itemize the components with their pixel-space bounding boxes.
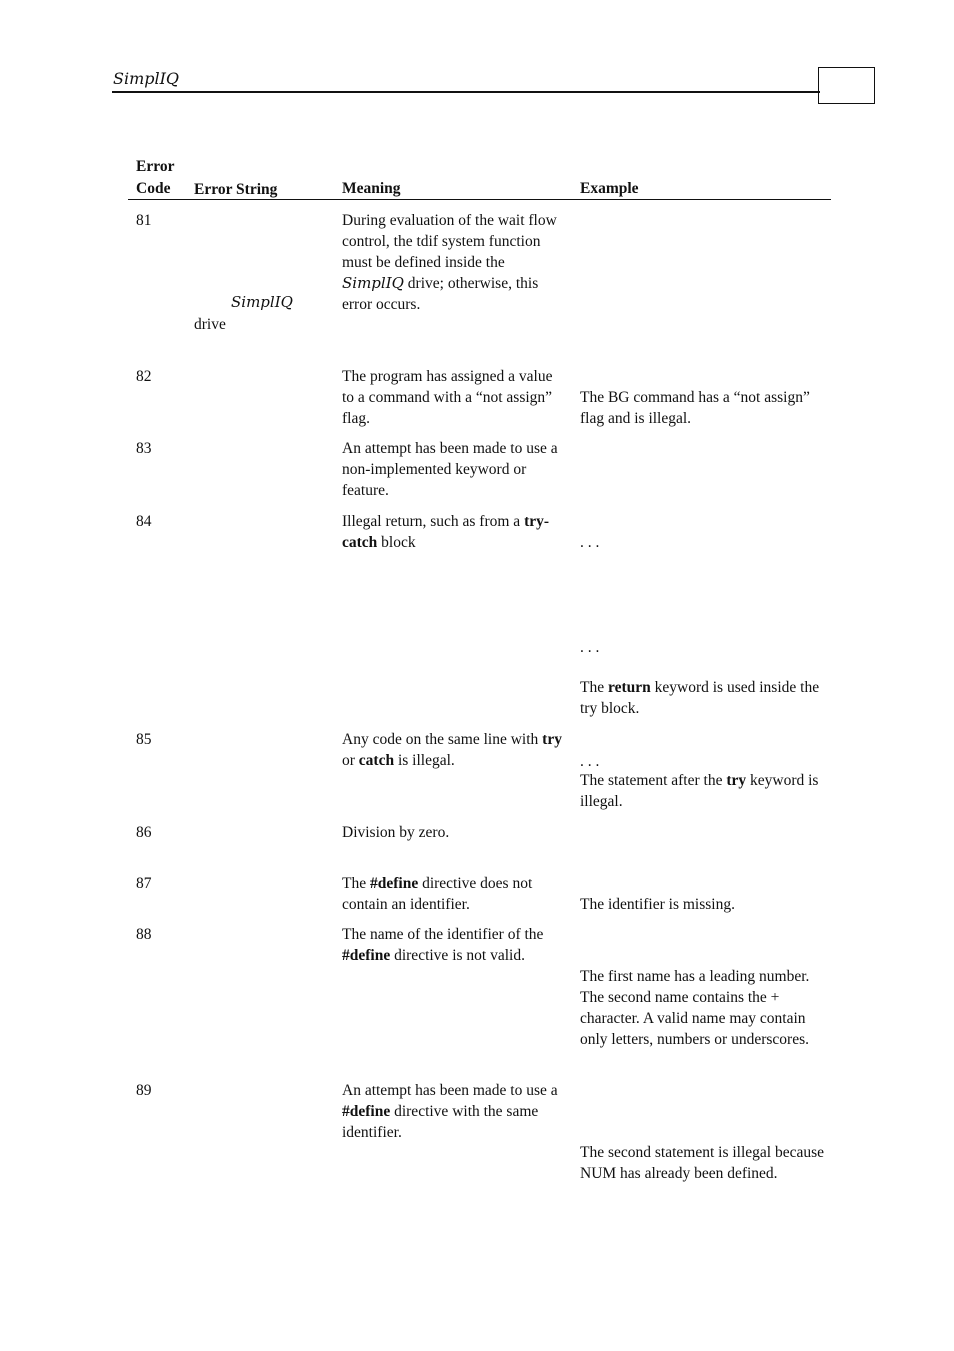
page-number-box xyxy=(818,67,875,104)
meaning-81-part2: drive; otherwise, this error occurs. xyxy=(342,275,539,313)
meaning-86: Division by zero. xyxy=(342,824,450,841)
meaning-84-part2: block xyxy=(377,534,416,551)
example-85 xyxy=(580,770,825,812)
meaning-85-part1: Any code on the same line with xyxy=(342,731,543,748)
column-header-string: Error String xyxy=(194,181,278,198)
meaning-89-keyword: #define xyxy=(342,1103,391,1120)
column-header-example: Example xyxy=(580,180,639,197)
meaning-81-brand: SimplIQ xyxy=(342,274,404,292)
meaning-84-keyword: try-catch xyxy=(342,513,550,551)
example-84-ellipsis-1: . . . xyxy=(580,534,600,551)
table-header-rule xyxy=(128,199,831,200)
meaning-89-part2: directive with the same identifier. xyxy=(342,1103,539,1141)
meaning-85-keyword-try: try xyxy=(542,731,562,748)
example-85-part1: The statement after the xyxy=(580,772,727,789)
meaning-85-part3: is illegal. xyxy=(394,752,455,769)
running-header-title: SimplIQ xyxy=(113,69,180,88)
example-87: The identifier is missing. xyxy=(580,896,735,913)
meaning-88 xyxy=(342,924,567,966)
example-85-part2: keyword is illegal. xyxy=(580,772,819,810)
error-code-87: 87 xyxy=(136,875,152,892)
meaning-81 xyxy=(342,210,567,315)
error-string-81 xyxy=(194,292,293,335)
error-code-81: 81 xyxy=(136,212,152,229)
error-code-89: 89 xyxy=(136,1082,152,1099)
example-82: The BG command has a “not assign” flag and is illegal. xyxy=(580,389,810,427)
column-header-code-line2: Code xyxy=(136,180,171,197)
meaning-85-part2: or xyxy=(342,752,359,769)
error-code-86: 86 xyxy=(136,824,152,841)
meaning-88-part2: directive is not valid. xyxy=(390,947,525,964)
example-84-part2: keyword is used inside the try block. xyxy=(580,679,820,717)
meaning-83: An attempt has been made to use a non-implemented keyword or feature. xyxy=(342,440,558,499)
header-rule xyxy=(112,91,820,93)
column-header-code xyxy=(136,156,174,199)
meaning-89-part1: An attempt has been made to use a xyxy=(342,1082,558,1099)
example-89: The second statement is illegal because NUM has already been defined. xyxy=(580,1144,825,1182)
meaning-81-part1: During evaluation of the wait flow control, the tdif system function must be defined inside the xyxy=(342,212,557,271)
column-header-meaning: Meaning xyxy=(342,180,401,197)
column-header-code-line1: Error xyxy=(136,158,175,175)
example-85-ellipsis: . . . xyxy=(580,753,600,770)
error-code-84: 84 xyxy=(136,513,152,530)
error-string-81-tail: drive xyxy=(194,316,226,333)
meaning-87-keyword: #define xyxy=(369,875,419,892)
meaning-85-keyword-catch: catch xyxy=(358,752,395,769)
error-code-83: 83 xyxy=(136,440,152,457)
meaning-88-part1: The name of the identifier of the xyxy=(342,926,544,943)
example-84 xyxy=(580,677,825,719)
error-code-88: 88 xyxy=(136,926,152,943)
example-84-ellipsis-2: . . . xyxy=(580,639,600,656)
meaning-87-part2: directive does not contain an identifier. xyxy=(342,875,533,913)
meaning-89 xyxy=(342,1080,567,1143)
example-88: The first name has a leading number. The second name contains the + character. A valid name may contain only letters, numbers or underscores. xyxy=(580,968,810,1048)
meaning-87-part1: The xyxy=(342,875,370,892)
meaning-87 xyxy=(342,873,567,915)
meaning-88-keyword: #define xyxy=(342,947,391,964)
meaning-84 xyxy=(342,511,567,553)
example-84-part1: The xyxy=(580,679,608,696)
meaning-84-part1: Illegal return, such as from a xyxy=(342,513,525,530)
meaning-85 xyxy=(342,729,567,771)
meaning-82: The program has assigned a value to a command with a “not assign” flag. xyxy=(342,368,553,427)
example-84-keyword: return xyxy=(607,679,651,696)
error-code-82: 82 xyxy=(136,368,152,385)
error-code-85: 85 xyxy=(136,731,152,748)
example-85-keyword: try xyxy=(726,772,747,789)
error-string-81-brand: SimplIQ xyxy=(231,293,293,311)
